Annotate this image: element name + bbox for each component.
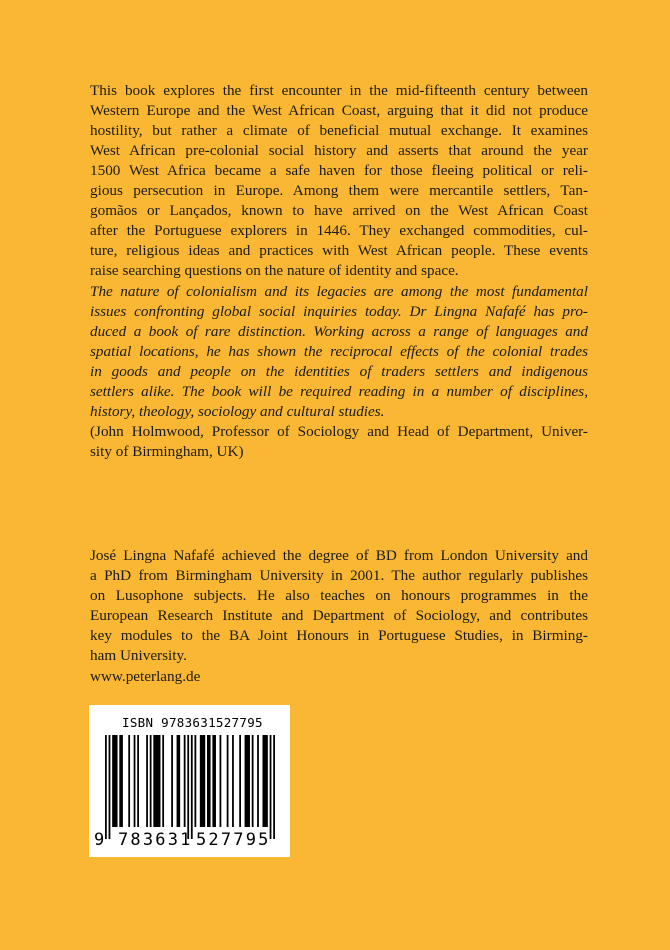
quote-line: duced a book of rare distinction. Working across a range of languages and	[90, 323, 588, 340]
description-line: gious persecution in Europe. Among them were mercantile settlers, Tan-	[90, 182, 588, 199]
barcode-bar	[200, 735, 205, 827]
barcode-bar	[257, 735, 259, 827]
author-bio	[90, 546, 588, 666]
author-line: José Lingna Nafafé achieved the degree of BD from London University and	[90, 547, 588, 564]
barcode-bar	[262, 735, 267, 827]
quote-attribution-line: (John Holmwood, Professor of Sociology and Head of Department, Univer-	[90, 423, 588, 440]
author-line: key modules to the BA Joint Honours in Portuguese Studies, in Birming-	[90, 627, 588, 644]
barcode-guard-bar	[105, 735, 107, 839]
barcode-bar	[134, 735, 136, 827]
barcode-bar	[212, 735, 216, 827]
description-paragraph	[90, 81, 588, 281]
description-line: after the Portuguese explorers in 1446. They exchanged commodities, cul-	[90, 222, 588, 239]
barcode-bar	[245, 735, 250, 827]
description-line: 1500 West Africa became a safe haven for those fleeing political or reli-	[90, 162, 588, 179]
quote-line: spatial locations, he has shown the reciprocal effects of the colonial trades	[90, 343, 588, 360]
review-quote	[90, 282, 588, 462]
barcode-bar	[162, 735, 164, 827]
quote-attribution-line: sity of Birmingham, UK)	[90, 443, 244, 460]
barcode-bar	[137, 735, 139, 827]
barcode-guard-bar	[273, 735, 275, 839]
quote-line: settlers alike. The book will be required reading in a number of disciplines,	[90, 383, 588, 400]
quote-line: history, theology, sociology and cultural studies.	[90, 403, 385, 420]
description-line: West African pre-colonial social history and asserts that around the year	[90, 142, 588, 159]
description-line: hostility, but rather a climate of beneficial mutual exchange. It examines	[90, 122, 588, 139]
ean-left-digits: 783631	[118, 830, 193, 850]
barcode-bar	[227, 735, 229, 827]
description-line: ture, religious ideas and practices with West African people. These events	[90, 242, 588, 259]
quote-line: issues confronting global social inquiries today. Dr Lingna Nafafé has pro-	[90, 303, 588, 320]
author-line: European Research Institute and Department of Sociology, and contributes	[90, 607, 588, 624]
author-line: a PhD from Birmingham University in 2001. The author regularly publishes	[90, 567, 588, 584]
isbn-barcode	[89, 705, 290, 857]
barcode-bar	[232, 735, 234, 827]
quote-line: The nature of colonialism and its legacies are among the most fundamental	[90, 283, 588, 300]
barcode-bar	[150, 735, 152, 827]
barcode-guard-bar	[109, 735, 111, 839]
barcode-bar	[239, 735, 241, 827]
barcode-bar	[112, 735, 117, 827]
barcode-guard-bar	[270, 735, 272, 839]
barcode-bar	[171, 735, 173, 827]
barcode-bar	[194, 735, 196, 827]
description-line: Western Europe and the West African Coast, arguing that it did not produce	[90, 102, 588, 119]
publisher-website[interactable]: www.peterlang.de	[90, 668, 201, 685]
isbn-label: ISBN 9783631527795	[122, 715, 263, 730]
barcode-bars	[105, 735, 275, 839]
barcode-bar	[119, 735, 123, 827]
barcode-bar	[252, 735, 254, 827]
quote-line: in goods and people on the identities of traders settlers and indigenous	[90, 363, 588, 380]
description-line: raise searching questions on the nature of identity and space.	[90, 262, 459, 279]
barcode-bar	[128, 735, 130, 827]
barcode-bar	[184, 735, 186, 827]
barcode-bar	[146, 735, 148, 827]
description-line: This book explores the first encounter in the mid-fifteenth century between	[90, 82, 588, 99]
description-line: gomãos or Lançados, known to have arrived on the West African Coast	[90, 202, 588, 219]
barcode-bar	[207, 735, 211, 827]
author-line: ham University.	[90, 647, 187, 664]
barcode-guard-bar	[191, 735, 193, 839]
barcode-guard-bar	[187, 735, 189, 839]
barcode-bar	[177, 735, 181, 827]
ean-first-digit: 9	[94, 830, 105, 850]
author-line: on Lusophone subjects. He also teaches on honours programmes in the	[90, 587, 588, 604]
ean-right-digits: 527795	[196, 830, 271, 850]
barcode-bar	[220, 735, 222, 827]
barcode-bar	[153, 735, 160, 827]
